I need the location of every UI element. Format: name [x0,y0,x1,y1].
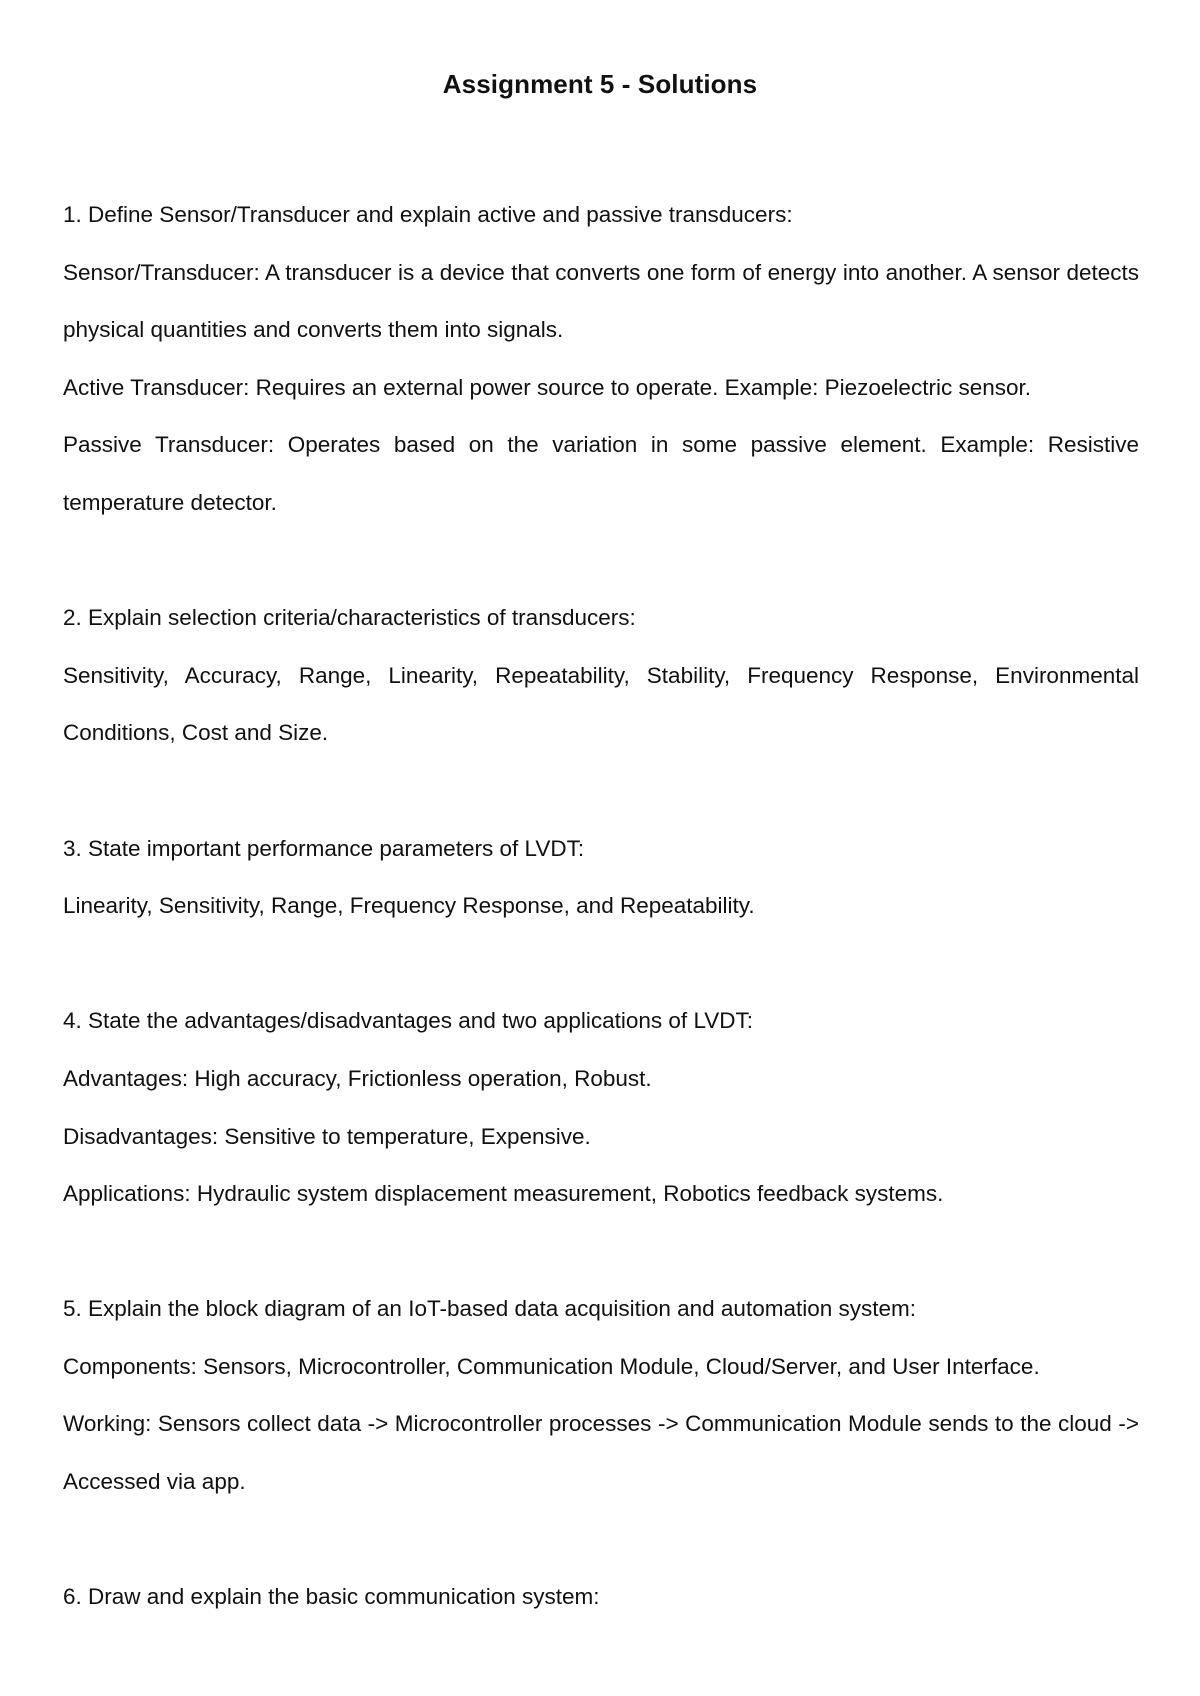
answer-1-active: Active Transducer: Requires an external power source to operate. Example: Piezoelectric sensor. [63,374,1031,400]
answer-4-applications: Applications: Hydraulic system displacement measurement, Robotics feedback systems. [63,1181,944,1207]
section-gap [63,935,1139,993]
answer-2-criteria: Sensitivity, Accuracy, Range, Linearity, Repeatability, Stability, Frequency Response, Environmental Conditions, Cost and Size. [63,662,1139,746]
question-5-heading: 5. Explain the block diagram of an IoT-based data acquisition and automation system: [63,1296,917,1322]
question-3-heading: 3. State important performance parameters of LVDT: [63,835,585,861]
question-1-heading: 1. Define Sensor/Transducer and explain active and passive transducers: [63,202,793,227]
document-body [63,186,1139,1626]
question-4-heading: 4. State the advantages/disadvantages and two applications of LVDT: [63,1008,754,1034]
section-gap [63,1223,1139,1281]
answer-5-working: Working: Sensors collect data -> Microcontroller processes -> Communication Module sends to the cloud -> Accessed via app. [63,1411,1139,1495]
answer-3-parameters: Linearity, Sensitivity, Range, Frequency Response, and Repeatability. [63,893,755,919]
section-gap [63,762,1139,820]
answer-4-advantages: Advantages: High accuracy, Frictionless operation, Robust. [63,1065,652,1091]
page-title: Assignment 5 - Solutions [442,69,758,99]
section-gap [63,532,1139,590]
question-6-heading: 6. Draw and explain the basic communication system: [63,1584,600,1610]
answer-4-disadvantages: Disadvantages: Sensitive to temperature, Expensive. [63,1123,591,1149]
answer-5-components: Components: Sensors, Microcontroller, Communication Module, Cloud/Server, and User Interface. [63,1353,1040,1379]
answer-1-passive: Passive Transducer: Operates based on the variation in some passive element. Example: Resistive temperature detector. [63,432,1139,515]
question-2-heading: 2. Explain selection criteria/characteristics of transducers: [63,605,636,631]
section-gap [63,1511,1139,1569]
answer-1-definition: Sensor/Transducer: A transducer is a device that converts one form of energy into another. A sensor detects physical quantities and converts them into signals. [63,259,1139,343]
